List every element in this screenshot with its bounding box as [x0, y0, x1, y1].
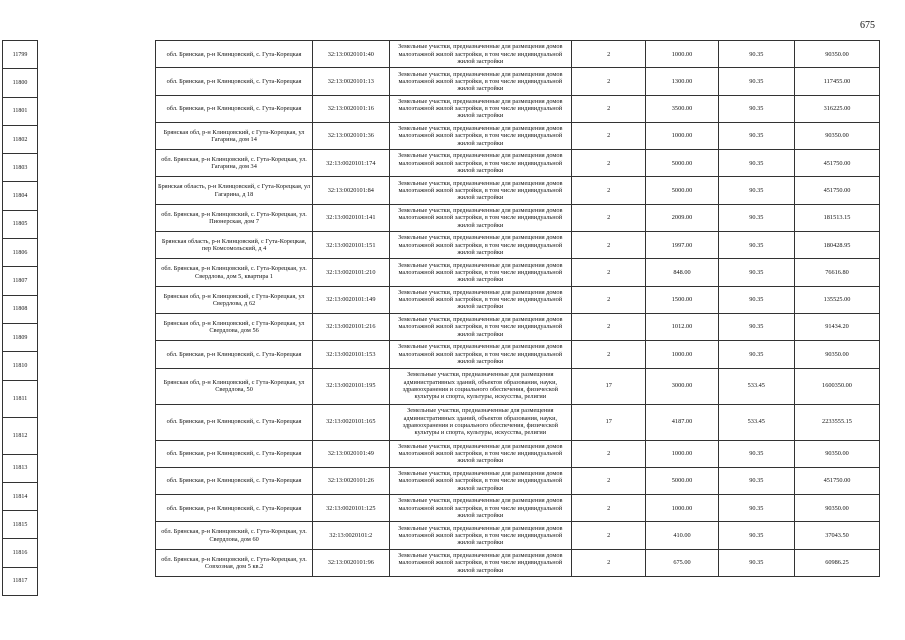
specific-value-cell: 90.35	[718, 259, 794, 286]
row-number-row	[3, 182, 38, 210]
cadastral-value-cell: 451750.00	[795, 467, 880, 494]
row-number-row	[3, 239, 38, 267]
address-cell: Брянская обл, р-н Клинцовский, с Гута-Корецкая, ул Гагарина, дом 14	[156, 122, 313, 149]
use-group-cell: 2	[572, 313, 646, 340]
specific-value-cell: 90.35	[718, 204, 794, 231]
row-number-cell: 11804	[3, 182, 38, 210]
land-use-cell: Земельные участки, предназначенные для размещения домов малоэтажной жилой застройки, в том числе индивидуальной жилой застройки	[389, 122, 572, 149]
use-group-cell: 2	[572, 150, 646, 177]
table-row	[156, 122, 880, 149]
cadastral-number-cell: 32:13:0020101:216	[313, 313, 389, 340]
cadastral-number-cell: 32:13:0020101:141	[313, 204, 389, 231]
cadastral-number-cell: 32:13:0020101:151	[313, 232, 389, 259]
use-group-cell: 2	[572, 259, 646, 286]
area-cell: 4187.00	[646, 404, 718, 440]
use-group-cell: 2	[572, 440, 646, 467]
specific-value-cell: 90.35	[718, 286, 794, 313]
cadastral-number-cell: 32:13:0020101:36	[313, 122, 389, 149]
row-number-row	[3, 482, 38, 510]
area-cell: 848.00	[646, 259, 718, 286]
row-number-row	[3, 352, 38, 380]
table-row	[156, 368, 880, 404]
address-cell: обл. Брянская, р-н Клинцовский, с. Гута-Корецкая	[156, 68, 313, 95]
row-number-column	[2, 40, 38, 596]
table-row	[156, 150, 880, 177]
cadastral-number-cell: 32:13:0020101:210	[313, 259, 389, 286]
row-number-row	[3, 267, 38, 295]
row-number-cell: 11807	[3, 267, 38, 295]
land-use-cell: Земельные участки, предназначенные для размещения домов малоэтажной жилой застройки, в том числе индивидуальной жилой застройки	[389, 522, 572, 549]
row-number-cell: 11799	[3, 41, 38, 69]
row-number-row	[3, 210, 38, 238]
table-row	[156, 204, 880, 231]
cadastral-value-cell: 180428.95	[795, 232, 880, 259]
land-use-cell: Земельные участки, предназначенные для размещения домов малоэтажной жилой застройки, в том числе индивидуальной жилой застройки	[389, 150, 572, 177]
cadastral-value-cell: 1600350.00	[795, 368, 880, 404]
specific-value-cell: 90.35	[718, 177, 794, 204]
land-use-cell: Земельные участки, предназначенные для размещения домов малоэтажной жилой застройки, в том числе индивидуальной жилой застройки	[389, 68, 572, 95]
land-use-cell: Земельные участки, предназначенные для размещения домов малоэтажной жилой застройки, в том числе индивидуальной жилой застройки	[389, 259, 572, 286]
cadastral-value-cell: 451750.00	[795, 177, 880, 204]
row-number-cell: 11816	[3, 539, 38, 567]
row-number-row	[3, 380, 38, 417]
cadastral-value-cell: 90350.00	[795, 122, 880, 149]
use-group-cell: 17	[572, 404, 646, 440]
row-number-row	[3, 125, 38, 153]
cadastral-number-cell: 32:13:0020101:195	[313, 368, 389, 404]
area-cell: 5000.00	[646, 150, 718, 177]
cadastral-number-cell: 32:13:0020101:49	[313, 440, 389, 467]
row-number-cell: 11802	[3, 125, 38, 153]
land-parcel-table	[155, 40, 880, 577]
row-number-row	[3, 511, 38, 539]
address-cell: обл. Брянская, р-н Клинцовский, с. Гута-Корецкая	[156, 95, 313, 122]
cadastral-value-cell: 76616.80	[795, 259, 880, 286]
specific-value-cell: 90.35	[718, 41, 794, 68]
row-number-row	[3, 69, 38, 97]
cadastral-number-cell: 32:13:0020101:165	[313, 404, 389, 440]
row-number-cell: 11803	[3, 154, 38, 182]
table-row	[156, 341, 880, 368]
row-number-row	[3, 295, 38, 323]
use-group-cell: 2	[572, 232, 646, 259]
cadastral-value-cell: 181513.15	[795, 204, 880, 231]
cadastral-value-cell: 451750.00	[795, 150, 880, 177]
specific-value-cell: 90.35	[718, 68, 794, 95]
address-cell: обл. Брянская, р-н Клинцовский, с. Гута-Корецкая	[156, 467, 313, 494]
use-group-cell: 2	[572, 177, 646, 204]
address-cell: Брянская обл, р-н Клинцовский, с Гута-Корецкая, ул Свердлова, дом 56	[156, 313, 313, 340]
land-use-cell: Земельные участки, предназначенные для размещения домов малоэтажной жилой застройки, в том числе индивидуальной жилой застройки	[389, 286, 572, 313]
area-cell: 1500.00	[646, 286, 718, 313]
land-use-cell: Земельные участки, предназначенные для размещения домов малоэтажной жилой застройки, в том числе индивидуальной жилой застройки	[389, 177, 572, 204]
row-number-row	[3, 454, 38, 482]
address-cell: обл. Брянская, р-н Клинцовский, с. Гута-Корецкая, ул. Гагарина, дом 34	[156, 150, 313, 177]
cadastral-value-cell: 135525.00	[795, 286, 880, 313]
table-row	[156, 495, 880, 522]
page-number: 675	[860, 20, 875, 31]
address-cell: Брянская обл, р-н Клинцовский, с Гута-Корецкая, ул Свердлова, д 62	[156, 286, 313, 313]
area-cell: 1000.00	[646, 440, 718, 467]
land-use-cell: Земельные участки, предназначенные для размещения домов малоэтажной жилой застройки, в том числе индивидуальной жилой застройки	[389, 549, 572, 576]
use-group-cell: 2	[572, 204, 646, 231]
row-number-row	[3, 539, 38, 567]
cadastral-number-cell: 32:13:0020101:2	[313, 522, 389, 549]
address-cell: обл. Брянская, р-н Клинцовский, с. Гута-Корецкая, ул. Совхозная, дом 5 кв.2	[156, 549, 313, 576]
row-number-cell: 11806	[3, 239, 38, 267]
row-number-cell: 11810	[3, 352, 38, 380]
row-number-cell: 11801	[3, 97, 38, 125]
area-cell: 3000.00	[646, 368, 718, 404]
address-cell: обл. Брянская, р-н Клинцовский, с. Гута-Корецкая, ул. Свердлова, дом 5, квартира 1	[156, 259, 313, 286]
table-row	[156, 440, 880, 467]
table-row	[156, 549, 880, 576]
table-row	[156, 41, 880, 68]
address-cell: обл. Брянская, р-н Клинцовский, с. Гута-Корецкая	[156, 41, 313, 68]
land-use-cell: Земельные участки, предназначенные для размещения домов малоэтажной жилой застройки, в том числе индивидуальной жилой застройки	[389, 495, 572, 522]
address-cell: обл. Брянская, р-н Клинцовский, с. Гута-Корецкая	[156, 495, 313, 522]
specific-value-cell: 90.35	[718, 95, 794, 122]
cadastral-number-cell: 32:13:0020101:125	[313, 495, 389, 522]
use-group-cell: 2	[572, 95, 646, 122]
area-cell: 1000.00	[646, 122, 718, 149]
specific-value-cell: 533.45	[718, 368, 794, 404]
row-number-row	[3, 417, 38, 454]
row-number-row	[3, 567, 38, 595]
area-cell: 1997.00	[646, 232, 718, 259]
row-number-cell: 11808	[3, 295, 38, 323]
address-cell: Брянская область, р-н Клинцовский, с Гута-Корецкая, пер Комсомольский, д 4	[156, 232, 313, 259]
address-cell: обл. Брянская, р-н Клинцовский, с. Гута-Корецкая, ул. Пионерская, дом 7	[156, 204, 313, 231]
land-use-cell: Земельные участки, предназначенные для размещения домов малоэтажной жилой застройки, в том числе индивидуальной жилой застройки	[389, 313, 572, 340]
area-cell: 1000.00	[646, 495, 718, 522]
use-group-cell: 2	[572, 341, 646, 368]
land-use-cell: Земельные участки, предназначенные для размещения домов малоэтажной жилой застройки, в том числе индивидуальной жилой застройки	[389, 440, 572, 467]
table-row	[156, 522, 880, 549]
table-row	[156, 177, 880, 204]
specific-value-cell: 90.35	[718, 549, 794, 576]
land-use-cell: Земельные участки, предназначенные для размещения домов малоэтажной жилой застройки, в том числе индивидуальной жилой застройки	[389, 41, 572, 68]
use-group-cell: 2	[572, 467, 646, 494]
table-row	[156, 286, 880, 313]
land-use-cell: Земельные участки, предназначенные для размещения административных зданий, объектов образования, науки, здравоохранения и социального обеспечения, физической культуры и спорта, культуры, искусства, религии	[389, 404, 572, 440]
row-number-row	[3, 41, 38, 69]
cadastral-value-cell: 37043.50	[795, 522, 880, 549]
use-group-cell: 2	[572, 68, 646, 95]
area-cell: 3500.00	[646, 95, 718, 122]
cadastral-value-cell: 91434.20	[795, 313, 880, 340]
specific-value-cell: 90.35	[718, 122, 794, 149]
area-cell: 1300.00	[646, 68, 718, 95]
cadastral-number-cell: 32:13:0020101:13	[313, 68, 389, 95]
area-cell: 2009.00	[646, 204, 718, 231]
cadastral-number-cell: 32:13:0020101:84	[313, 177, 389, 204]
address-cell: обл. Брянская, р-н Клинцовский, с. Гута-Корецкая	[156, 341, 313, 368]
area-cell: 5000.00	[646, 467, 718, 494]
specific-value-cell: 533.45	[718, 404, 794, 440]
cadastral-value-cell: 90350.00	[795, 495, 880, 522]
cadastral-value-cell: 2233555.15	[795, 404, 880, 440]
row-number-cell: 11815	[3, 511, 38, 539]
table-row	[156, 95, 880, 122]
cadastral-value-cell: 90350.00	[795, 41, 880, 68]
address-cell: Брянская обл, р-н Клинцовский, с Гута-Корецкая, ул Свердлова, 50	[156, 368, 313, 404]
specific-value-cell: 90.35	[718, 313, 794, 340]
land-use-cell: Земельные участки, предназначенные для размещения домов малоэтажной жилой застройки, в том числе индивидуальной жилой застройки	[389, 467, 572, 494]
cadastral-number-cell: 32:13:0020101:40	[313, 41, 389, 68]
table-row	[156, 232, 880, 259]
use-group-cell: 2	[572, 549, 646, 576]
address-cell: обл. Брянская, р-н Клинцовский, с. Гута-Корецкая	[156, 440, 313, 467]
specific-value-cell: 90.35	[718, 150, 794, 177]
specific-value-cell: 90.35	[718, 341, 794, 368]
address-cell: обл. Брянская, р-н Клинцовский, с. Гута-Корецкая	[156, 404, 313, 440]
use-group-cell: 17	[572, 368, 646, 404]
cadastral-number-cell: 32:13:0020101:16	[313, 95, 389, 122]
cadastral-value-cell: 117455.00	[795, 68, 880, 95]
address-cell: обл. Брянская, р-н Клинцовский, с. Гута-Корецкая, ул. Свердлова, дом 60	[156, 522, 313, 549]
specific-value-cell: 90.35	[718, 522, 794, 549]
specific-value-cell: 90.35	[718, 467, 794, 494]
row-number-row	[3, 154, 38, 182]
area-cell: 410.00	[646, 522, 718, 549]
land-use-cell: Земельные участки, предназначенные для размещения домов малоэтажной жилой застройки, в том числе индивидуальной жилой застройки	[389, 232, 572, 259]
area-cell: 1000.00	[646, 41, 718, 68]
use-group-cell: 2	[572, 41, 646, 68]
cadastral-number-cell: 32:13:0020101:174	[313, 150, 389, 177]
row-number-cell: 11814	[3, 482, 38, 510]
land-use-cell: Земельные участки, предназначенные для размещения домов малоэтажной жилой застройки, в том числе индивидуальной жилой застройки	[389, 341, 572, 368]
cadastral-number-cell: 32:13:0020101:153	[313, 341, 389, 368]
table-row	[156, 467, 880, 494]
row-number-row	[3, 323, 38, 351]
use-group-cell: 2	[572, 286, 646, 313]
use-group-cell: 2	[572, 495, 646, 522]
row-number-cell: 11809	[3, 323, 38, 351]
area-cell: 1012.00	[646, 313, 718, 340]
cadastral-value-cell: 90350.00	[795, 341, 880, 368]
row-number-cell: 11813	[3, 454, 38, 482]
table-row	[156, 404, 880, 440]
use-group-cell: 2	[572, 122, 646, 149]
cadastral-value-cell: 90350.00	[795, 440, 880, 467]
table-row	[156, 259, 880, 286]
land-use-cell: Земельные участки, предназначенные для размещения домов малоэтажной жилой застройки, в том числе индивидуальной жилой застройки	[389, 95, 572, 122]
area-cell: 675.00	[646, 549, 718, 576]
row-number-cell: 11811	[3, 380, 38, 417]
cadastral-number-cell: 32:13:0020101:149	[313, 286, 389, 313]
specific-value-cell: 90.35	[718, 440, 794, 467]
land-use-cell: Земельные участки, предназначенные для размещения домов малоэтажной жилой застройки, в том числе индивидуальной жилой застройки	[389, 204, 572, 231]
cadastral-number-cell: 32:13:0020101:26	[313, 467, 389, 494]
cadastral-number-cell: 32:13:0020101:96	[313, 549, 389, 576]
address-cell: Брянская область, р-н Клинцовский, с Гута-Корецкая, ул Гагарина, д 18	[156, 177, 313, 204]
specific-value-cell: 90.35	[718, 232, 794, 259]
row-number-row	[3, 97, 38, 125]
table-row	[156, 68, 880, 95]
specific-value-cell: 90.35	[718, 495, 794, 522]
cadastral-value-cell: 316225.00	[795, 95, 880, 122]
row-number-cell: 11812	[3, 417, 38, 454]
row-number-cell: 11800	[3, 69, 38, 97]
use-group-cell: 2	[572, 522, 646, 549]
cadastral-value-cell: 60986.25	[795, 549, 880, 576]
row-number-cell: 11805	[3, 210, 38, 238]
table-row	[156, 313, 880, 340]
land-use-cell: Земельные участки, предназначенные для размещения административных зданий, объектов образования, науки, здравоохранения и социального обеспечения, физической культуры и спорта, культуры, искусства, религии	[389, 368, 572, 404]
row-number-cell: 11817	[3, 567, 38, 595]
area-cell: 5000.00	[646, 177, 718, 204]
area-cell: 1000.00	[646, 341, 718, 368]
